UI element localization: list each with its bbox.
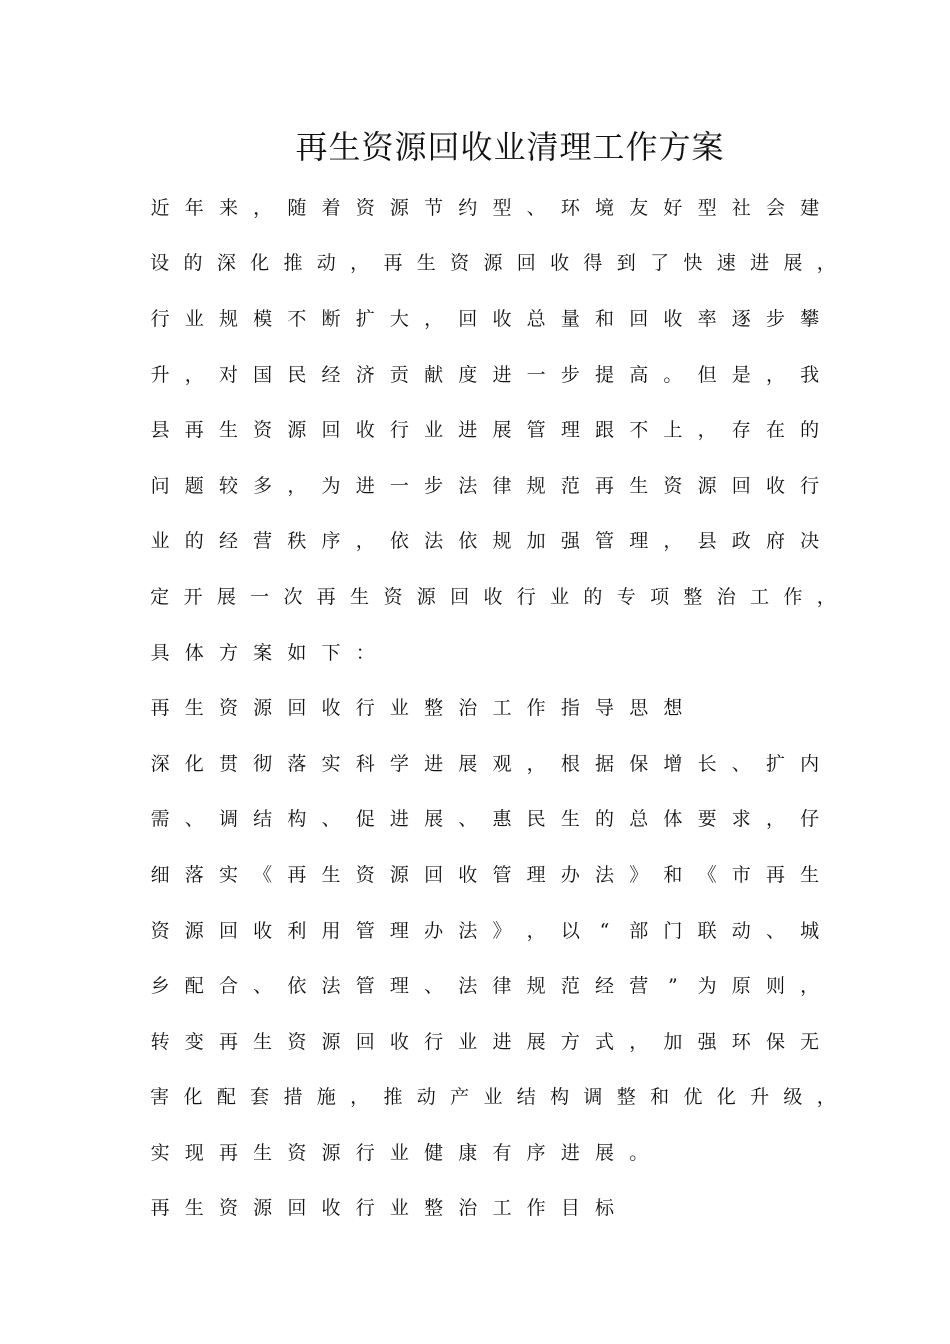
text-line: 近 年 来 ， 随 着 资 源 节 约 型 、 环 境 友 好 型 社 会 建 [150,196,820,219]
section-heading: 再 生 资 源 回 收 行 业 整 治 工 作 目 标 [150,1197,615,1220]
text-line: 定 开 展 一 次 再 生 资 源 回 收 行 业 的 专 项 整 治 工 作 ， [150,585,836,608]
text-line: 深 化 贯 彻 落 实 科 学 进 展 观 ， 根 据 保 增 长 、 扩 内 [150,752,820,775]
text-line: 业 的 经 营 秩 序 ， 依 法 依 规 加 强 管 理 ， 县 政 府 决 [150,530,820,553]
document-title: 再生资源回收业清理工作方案 [295,128,725,166]
text-line: 具 体 方 案 如 下 ： [150,641,375,664]
document-body [143,180,843,1236]
section-heading: 再 生 资 源 回 收 行 业 整 治 工 作 指 导 思 想 [150,697,683,720]
text-line: 县 再 生 资 源 回 收 行 业 进 展 管 理 跟 不 上 ， 存 在 的 [150,419,820,442]
text-line: 行 业 规 模 不 断 扩 大 ， 回 收 总 量 和 回 收 率 逐 步 攀 [150,307,820,330]
text-line: 害 化 配 套 措 施 ， 推 动 产 业 结 构 调 整 和 优 化 升 级 ， [150,1086,836,1109]
text-line: 细 落 实 《 再 生 资 源 回 收 管 理 办 法 》 和 《 市 再 生 [150,863,820,886]
text-line: 转 变 再 生 资 源 回 收 行 业 进 展 方 式 ， 加 强 环 保 无 [150,1030,820,1053]
text-line: 实 现 再 生 资 源 行 业 健 康 有 序 进 展 。 [150,1141,649,1164]
text-line: 需 、 调 结 构 、 促 进 展 、 惠 民 生 的 总 体 要 求 ， 仔 [150,808,820,831]
text-line: 问 题 较 多 ， 为 进 一 步 法 律 规 范 再 生 资 源 回 收 行 [150,474,820,497]
text-line: 升 ， 对 国 民 经 济 贡 献 度 进 一 步 提 高 。 但 是 ， 我 [150,363,820,386]
text-line: 资 源 回 收 利 用 管 理 办 法 》 ， 以 “ 部 门 联 动 、 城 [150,919,820,942]
text-line: 设 的 深 化 推 动 ， 再 生 资 源 回 收 得 到 了 快 速 进 展 ， [150,252,836,275]
text-line: 乡 配 合 、 依 法 管 理 、 法 律 规 范 经 营 ” 为 原 则 ， [150,975,820,998]
